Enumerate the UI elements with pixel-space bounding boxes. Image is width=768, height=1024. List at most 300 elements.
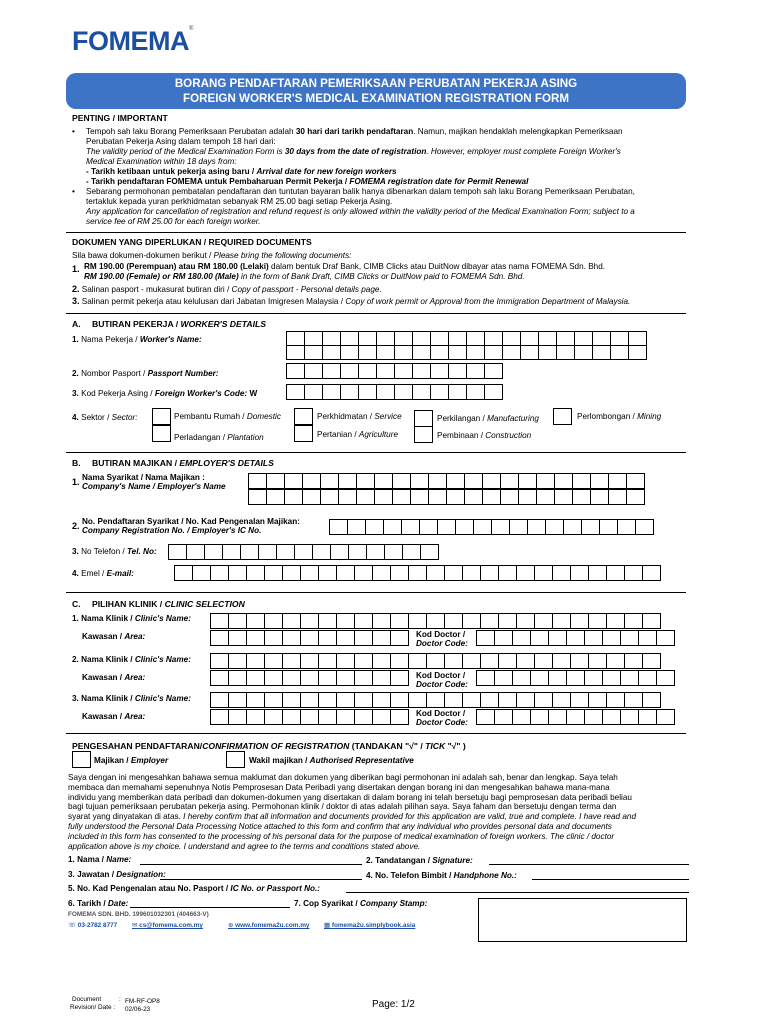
input-cell[interactable]	[286, 384, 305, 400]
input-cell[interactable]	[480, 692, 499, 708]
input-cell[interactable]	[642, 613, 661, 629]
input-cell[interactable]	[570, 653, 589, 669]
input-cell[interactable]	[437, 519, 456, 535]
input-cell[interactable]	[276, 544, 295, 560]
worker-code-field[interactable]	[286, 384, 502, 400]
input-cell[interactable]	[512, 630, 531, 646]
input-cell[interactable]	[264, 709, 283, 725]
input-cell[interactable]	[462, 692, 481, 708]
input-cell[interactable]	[264, 613, 283, 629]
clinic-3-doctor-field[interactable]	[476, 709, 674, 725]
input-cell[interactable]	[588, 565, 607, 581]
input-cell[interactable]	[491, 519, 510, 535]
input-cell[interactable]	[444, 692, 463, 708]
input-cell[interactable]	[284, 473, 303, 489]
input-cell[interactable]	[322, 384, 341, 400]
input-cell[interactable]	[624, 565, 643, 581]
input-cell[interactable]	[240, 544, 259, 560]
input-cell[interactable]	[444, 653, 463, 669]
input-cell[interactable]	[390, 630, 409, 646]
input-cell[interactable]	[222, 544, 241, 560]
input-cell[interactable]	[518, 473, 537, 489]
input-cell[interactable]	[384, 544, 403, 560]
input-cell[interactable]	[518, 489, 537, 505]
input-cell[interactable]	[356, 473, 375, 489]
input-cell[interactable]	[464, 473, 483, 489]
input-cell[interactable]	[210, 709, 229, 725]
input-cell[interactable]	[476, 709, 495, 725]
input-cell[interactable]	[588, 613, 607, 629]
input-cell[interactable]	[608, 473, 627, 489]
input-cell[interactable]	[428, 473, 447, 489]
input-cell[interactable]	[530, 630, 549, 646]
input-cell[interactable]	[348, 544, 367, 560]
signer-name-line[interactable]	[140, 864, 362, 865]
input-cell[interactable]	[394, 384, 413, 400]
input-cell[interactable]	[354, 653, 373, 669]
input-cell[interactable]	[638, 670, 657, 686]
input-cell[interactable]	[412, 384, 431, 400]
input-cell[interactable]	[392, 489, 411, 505]
input-cell[interactable]	[228, 565, 247, 581]
input-cell[interactable]	[473, 519, 492, 535]
input-cell[interactable]	[246, 653, 265, 669]
input-cell[interactable]	[462, 613, 481, 629]
input-cell[interactable]	[282, 670, 301, 686]
clinic-2-area-field[interactable]	[210, 670, 408, 686]
input-cell[interactable]	[584, 709, 603, 725]
input-cell[interactable]	[304, 345, 323, 360]
input-cell[interactable]	[516, 613, 535, 629]
input-cell[interactable]	[464, 489, 483, 505]
input-cell[interactable]	[347, 519, 366, 535]
input-cell[interactable]	[300, 613, 319, 629]
input-cell[interactable]	[410, 473, 429, 489]
input-cell[interactable]	[318, 709, 337, 725]
input-cell[interactable]	[570, 565, 589, 581]
input-cell[interactable]	[556, 345, 575, 360]
input-cell[interactable]	[210, 613, 229, 629]
input-cell[interactable]	[554, 489, 573, 505]
input-cell[interactable]	[354, 613, 373, 629]
input-cell[interactable]	[617, 519, 636, 535]
input-cell[interactable]	[264, 653, 283, 669]
input-cell[interactable]	[282, 630, 301, 646]
input-cell[interactable]	[502, 345, 521, 360]
designation-line[interactable]	[160, 879, 362, 880]
input-cell[interactable]	[354, 630, 373, 646]
input-cell[interactable]	[462, 653, 481, 669]
input-cell[interactable]	[300, 565, 319, 581]
input-cell[interactable]	[372, 565, 391, 581]
input-cell[interactable]	[624, 613, 643, 629]
input-cell[interactable]	[282, 613, 301, 629]
input-cell[interactable]	[462, 565, 481, 581]
input-cell[interactable]	[444, 565, 463, 581]
input-cell[interactable]	[408, 653, 427, 669]
input-cell[interactable]	[338, 473, 357, 489]
input-cell[interactable]	[527, 519, 546, 535]
input-cell[interactable]	[426, 692, 445, 708]
input-cell[interactable]	[599, 519, 618, 535]
input-cell[interactable]	[300, 630, 319, 646]
sector-construction-checkbox[interactable]	[414, 426, 433, 443]
input-cell[interactable]	[356, 489, 375, 505]
input-cell[interactable]	[246, 709, 265, 725]
input-cell[interactable]	[402, 544, 421, 560]
input-cell[interactable]	[426, 613, 445, 629]
input-cell[interactable]	[210, 670, 229, 686]
input-cell[interactable]	[248, 473, 267, 489]
input-cell[interactable]	[602, 670, 621, 686]
input-cell[interactable]	[338, 489, 357, 505]
input-cell[interactable]	[318, 613, 337, 629]
input-cell[interactable]	[372, 653, 391, 669]
clinic-1-area-field[interactable]	[210, 630, 408, 646]
input-cell[interactable]	[556, 331, 575, 346]
input-cell[interactable]	[584, 630, 603, 646]
input-cell[interactable]	[494, 670, 513, 686]
input-cell[interactable]	[592, 331, 611, 346]
input-cell[interactable]	[538, 331, 557, 346]
input-cell[interactable]	[354, 709, 373, 725]
input-cell[interactable]	[358, 345, 377, 360]
input-cell[interactable]	[372, 709, 391, 725]
input-cell[interactable]	[300, 653, 319, 669]
input-cell[interactable]	[248, 489, 267, 505]
company-name-row-2[interactable]	[248, 489, 644, 505]
input-cell[interactable]	[534, 565, 553, 581]
input-cell[interactable]	[572, 489, 591, 505]
input-cell[interactable]	[372, 630, 391, 646]
input-cell[interactable]	[266, 489, 285, 505]
input-cell[interactable]	[204, 544, 223, 560]
input-cell[interactable]	[294, 544, 313, 560]
input-cell[interactable]	[390, 670, 409, 686]
input-cell[interactable]	[374, 473, 393, 489]
input-cell[interactable]	[354, 565, 373, 581]
clinic-2-name-field[interactable]	[210, 653, 660, 669]
input-cell[interactable]	[455, 519, 474, 535]
input-cell[interactable]	[376, 363, 395, 379]
input-cell[interactable]	[336, 630, 355, 646]
input-cell[interactable]	[372, 670, 391, 686]
input-cell[interactable]	[304, 363, 323, 379]
input-cell[interactable]	[430, 345, 449, 360]
input-cell[interactable]	[563, 519, 582, 535]
input-cell[interactable]	[554, 473, 573, 489]
signature-line[interactable]	[489, 864, 689, 865]
input-cell[interactable]	[376, 331, 395, 346]
input-cell[interactable]	[186, 544, 205, 560]
input-cell[interactable]	[282, 692, 301, 708]
input-cell[interactable]	[574, 345, 593, 360]
input-cell[interactable]	[192, 565, 211, 581]
input-cell[interactable]	[394, 363, 413, 379]
input-cell[interactable]	[482, 473, 501, 489]
input-cell[interactable]	[536, 489, 555, 505]
input-cell[interactable]	[358, 331, 377, 346]
input-cell[interactable]	[512, 709, 531, 725]
input-cell[interactable]	[642, 565, 661, 581]
input-cell[interactable]	[408, 565, 427, 581]
input-cell[interactable]	[552, 692, 571, 708]
input-cell[interactable]	[476, 630, 495, 646]
input-cell[interactable]	[401, 519, 420, 535]
input-cell[interactable]	[552, 653, 571, 669]
input-cell[interactable]	[638, 709, 657, 725]
phone-field[interactable]	[168, 544, 438, 560]
input-cell[interactable]	[590, 473, 609, 489]
sector-manufacturing-checkbox[interactable]	[414, 410, 433, 427]
input-cell[interactable]	[502, 331, 521, 346]
input-cell[interactable]	[642, 692, 661, 708]
input-cell[interactable]	[300, 692, 319, 708]
input-cell[interactable]	[588, 692, 607, 708]
input-cell[interactable]	[482, 489, 501, 505]
ic-passport-line[interactable]	[346, 892, 689, 893]
input-cell[interactable]	[246, 670, 265, 686]
input-cell[interactable]	[480, 653, 499, 669]
input-cell[interactable]	[286, 331, 305, 346]
input-cell[interactable]	[574, 331, 593, 346]
input-cell[interactable]	[628, 331, 647, 346]
sector-agriculture-checkbox[interactable]	[294, 425, 313, 442]
input-cell[interactable]	[512, 670, 531, 686]
input-cell[interactable]	[318, 692, 337, 708]
input-cell[interactable]	[376, 384, 395, 400]
input-cell[interactable]	[282, 565, 301, 581]
input-cell[interactable]	[498, 692, 517, 708]
input-cell[interactable]	[228, 613, 247, 629]
input-cell[interactable]	[656, 709, 675, 725]
input-cell[interactable]	[498, 565, 517, 581]
input-cell[interactable]	[476, 670, 495, 686]
input-cell[interactable]	[480, 565, 499, 581]
input-cell[interactable]	[446, 473, 465, 489]
input-cell[interactable]	[318, 670, 337, 686]
input-cell[interactable]	[494, 709, 513, 725]
input-cell[interactable]	[545, 519, 564, 535]
input-cell[interactable]	[530, 670, 549, 686]
input-cell[interactable]	[602, 630, 621, 646]
input-cell[interactable]	[390, 692, 409, 708]
input-cell[interactable]	[500, 473, 519, 489]
input-cell[interactable]	[210, 630, 229, 646]
input-cell[interactable]	[638, 630, 657, 646]
input-cell[interactable]	[246, 565, 265, 581]
input-cell[interactable]	[320, 473, 339, 489]
worker-name-row-2[interactable]	[286, 345, 646, 360]
input-cell[interactable]	[372, 692, 391, 708]
input-cell[interactable]	[246, 613, 265, 629]
input-cell[interactable]	[354, 670, 373, 686]
input-cell[interactable]	[656, 670, 675, 686]
input-cell[interactable]	[426, 565, 445, 581]
input-cell[interactable]	[412, 345, 431, 360]
input-cell[interactable]	[448, 345, 467, 360]
input-cell[interactable]	[390, 653, 409, 669]
input-cell[interactable]	[536, 473, 555, 489]
input-cell[interactable]	[419, 519, 438, 535]
input-cell[interactable]	[602, 709, 621, 725]
clinic-3-area-field[interactable]	[210, 709, 408, 725]
input-cell[interactable]	[318, 630, 337, 646]
input-cell[interactable]	[336, 692, 355, 708]
input-cell[interactable]	[635, 519, 654, 535]
input-cell[interactable]	[358, 363, 377, 379]
clinic-1-name-field[interactable]	[210, 613, 660, 629]
input-cell[interactable]	[408, 692, 427, 708]
input-cell[interactable]	[286, 363, 305, 379]
input-cell[interactable]	[628, 345, 647, 360]
footer-email[interactable]: ✉ cs@fomema.com.my	[132, 922, 203, 929]
input-cell[interactable]	[330, 544, 349, 560]
input-cell[interactable]	[336, 653, 355, 669]
input-cell[interactable]	[372, 613, 391, 629]
input-cell[interactable]	[318, 565, 337, 581]
input-cell[interactable]	[420, 544, 439, 560]
input-cell[interactable]	[606, 565, 625, 581]
input-cell[interactable]	[516, 565, 535, 581]
sector-service-checkbox[interactable]	[294, 408, 313, 425]
passport-number-field[interactable]	[286, 363, 502, 379]
input-cell[interactable]	[246, 630, 265, 646]
input-cell[interactable]	[168, 544, 187, 560]
input-cell[interactable]	[570, 692, 589, 708]
input-cell[interactable]	[498, 653, 517, 669]
input-cell[interactable]	[552, 565, 571, 581]
input-cell[interactable]	[228, 692, 247, 708]
input-cell[interactable]	[626, 473, 645, 489]
input-cell[interactable]	[302, 473, 321, 489]
input-cell[interactable]	[336, 613, 355, 629]
input-cell[interactable]	[284, 489, 303, 505]
input-cell[interactable]	[340, 363, 359, 379]
input-cell[interactable]	[302, 489, 321, 505]
company-name-row-1[interactable]	[248, 473, 644, 489]
input-cell[interactable]	[322, 363, 341, 379]
input-cell[interactable]	[228, 653, 247, 669]
input-cell[interactable]	[566, 670, 585, 686]
input-cell[interactable]	[374, 489, 393, 505]
input-cell[interactable]	[266, 473, 285, 489]
input-cell[interactable]	[336, 709, 355, 725]
input-cell[interactable]	[392, 473, 411, 489]
worker-name-row-1[interactable]	[286, 331, 646, 346]
input-cell[interactable]	[572, 473, 591, 489]
company-reg-field[interactable]	[329, 519, 653, 535]
input-cell[interactable]	[620, 709, 639, 725]
input-cell[interactable]	[484, 384, 503, 400]
input-cell[interactable]	[322, 331, 341, 346]
input-cell[interactable]	[548, 670, 567, 686]
input-cell[interactable]	[286, 345, 305, 360]
input-cell[interactable]	[620, 630, 639, 646]
input-cell[interactable]	[466, 331, 485, 346]
input-cell[interactable]	[300, 709, 319, 725]
input-cell[interactable]	[548, 630, 567, 646]
input-cell[interactable]	[390, 565, 409, 581]
input-cell[interactable]	[656, 630, 675, 646]
sector-plantation-checkbox[interactable]	[152, 425, 171, 442]
input-cell[interactable]	[624, 692, 643, 708]
input-cell[interactable]	[592, 345, 611, 360]
input-cell[interactable]	[340, 331, 359, 346]
input-cell[interactable]	[466, 345, 485, 360]
input-cell[interactable]	[552, 613, 571, 629]
sector-mining-checkbox[interactable]	[553, 408, 572, 425]
input-cell[interactable]	[376, 345, 395, 360]
representative-checkbox[interactable]	[226, 751, 245, 768]
input-cell[interactable]	[412, 331, 431, 346]
clinic-2-doctor-field[interactable]	[476, 670, 674, 686]
input-cell[interactable]	[484, 345, 503, 360]
input-cell[interactable]	[520, 345, 539, 360]
input-cell[interactable]	[210, 692, 229, 708]
input-cell[interactable]	[366, 544, 385, 560]
input-cell[interactable]	[394, 331, 413, 346]
input-cell[interactable]	[590, 489, 609, 505]
input-cell[interactable]	[390, 709, 409, 725]
input-cell[interactable]	[318, 653, 337, 669]
input-cell[interactable]	[566, 709, 585, 725]
input-cell[interactable]	[228, 630, 247, 646]
input-cell[interactable]	[584, 670, 603, 686]
input-cell[interactable]	[538, 345, 557, 360]
input-cell[interactable]	[530, 709, 549, 725]
input-cell[interactable]	[624, 653, 643, 669]
input-cell[interactable]	[329, 519, 348, 535]
input-cell[interactable]	[412, 363, 431, 379]
input-cell[interactable]	[444, 613, 463, 629]
input-cell[interactable]	[509, 519, 528, 535]
input-cell[interactable]	[570, 613, 589, 629]
footer-web[interactable]: ⊕ www.fomema2u.com.my	[228, 922, 310, 929]
input-cell[interactable]	[626, 489, 645, 505]
input-cell[interactable]	[484, 331, 503, 346]
input-cell[interactable]	[610, 331, 629, 346]
company-stamp-box[interactable]	[478, 898, 687, 942]
input-cell[interactable]	[430, 331, 449, 346]
handphone-line[interactable]	[532, 879, 689, 880]
input-cell[interactable]	[304, 331, 323, 346]
email-field[interactable]	[174, 565, 660, 581]
footer-booking[interactable]: ▦ fomema2u.simplybook.asia	[324, 922, 416, 929]
input-cell[interactable]	[466, 384, 485, 400]
clinic-1-doctor-field[interactable]	[476, 630, 674, 646]
input-cell[interactable]	[430, 363, 449, 379]
input-cell[interactable]	[354, 692, 373, 708]
input-cell[interactable]	[520, 331, 539, 346]
input-cell[interactable]	[516, 653, 535, 669]
employer-checkbox[interactable]	[72, 751, 91, 768]
input-cell[interactable]	[516, 692, 535, 708]
input-cell[interactable]	[606, 692, 625, 708]
input-cell[interactable]	[410, 489, 429, 505]
input-cell[interactable]	[264, 692, 283, 708]
input-cell[interactable]	[264, 630, 283, 646]
input-cell[interactable]	[548, 709, 567, 725]
input-cell[interactable]	[581, 519, 600, 535]
input-cell[interactable]	[480, 613, 499, 629]
input-cell[interactable]	[210, 653, 229, 669]
input-cell[interactable]	[282, 653, 301, 669]
input-cell[interactable]	[446, 489, 465, 505]
input-cell[interactable]	[300, 670, 319, 686]
input-cell[interactable]	[340, 384, 359, 400]
input-cell[interactable]	[466, 363, 485, 379]
